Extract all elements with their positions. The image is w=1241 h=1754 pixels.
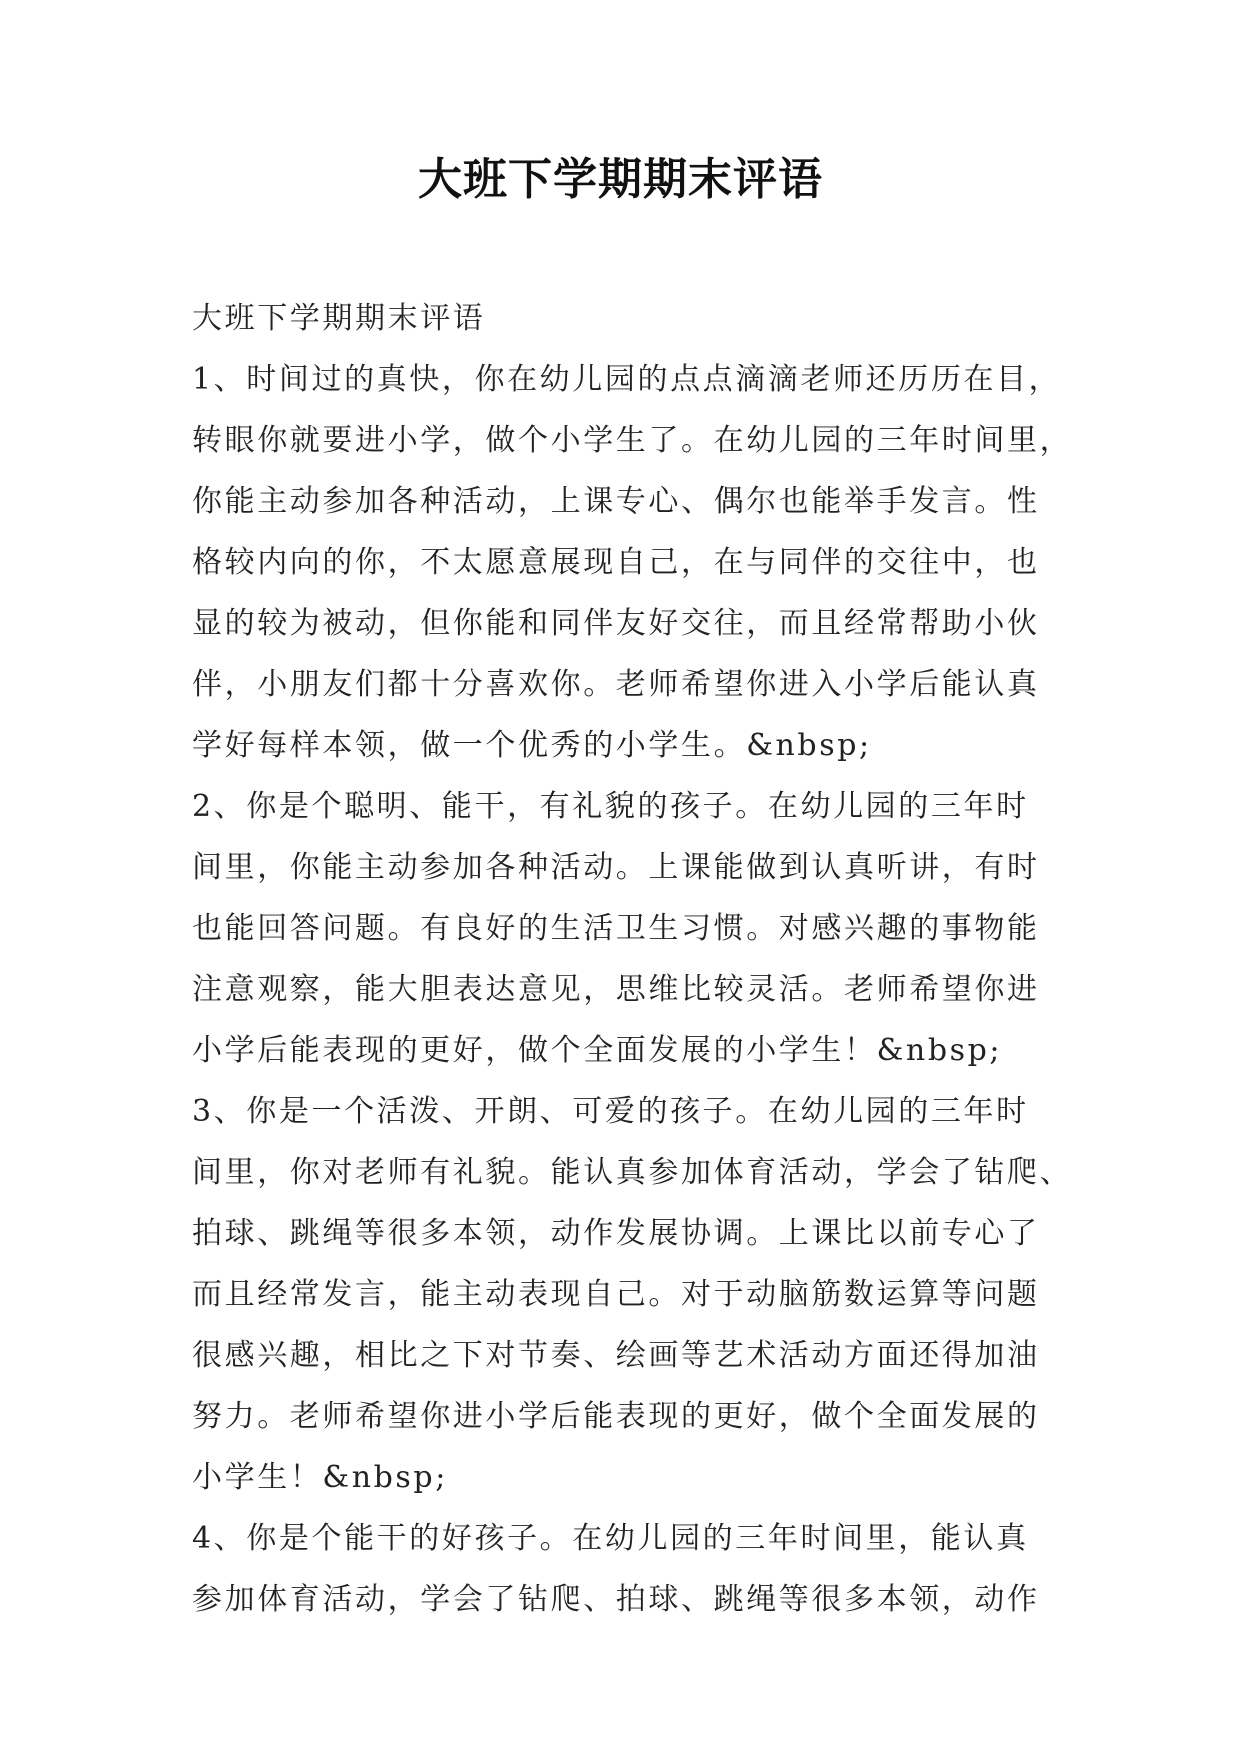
text-line: 参加体育活动，学会了钻爬、拍球、跳绳等很多本领，动作 [192, 1582, 1040, 1617]
text-line: 也能回答问题。有良好的生活卫生习惯。对感兴趣的事物能 [192, 911, 1040, 946]
text-line: 努力。老师希望你进小学后能表现的更好，做个全面发展的 [192, 1399, 1040, 1434]
text-line: 很感兴趣，相比之下对节奏、绘画等艺术活动方面还得加油 [192, 1338, 1040, 1373]
text-line: 间里，你能主动参加各种活动。上课能做到认真听讲，有时 [192, 850, 1040, 885]
text-line: 大班下学期期末评语 [192, 301, 486, 336]
text-line: 而且经常发言，能主动表现自己。对于动脑筋数运算等问题 [192, 1277, 1040, 1312]
text-line: 转眼你就要进小学，做个小学生了。在幼儿园的三年时间里， [192, 423, 1073, 458]
text-line: 拍球、跳绳等很多本领，动作发展协调。上课比以前专心了 [192, 1216, 1040, 1251]
text-line: 小学生！&nbsp; [192, 1460, 448, 1495]
text-line: 2、你是个聪明、能干，有礼貌的孩子。在幼儿园的三年时 [192, 789, 1029, 824]
text-line: 3、你是一个活泼、开朗、可爱的孩子。在幼儿园的三年时 [192, 1094, 1029, 1129]
text-line: 注意观察，能大胆表达意见，思维比较灵活。老师希望你进 [192, 972, 1040, 1007]
document-body [192, 288, 1073, 1630]
text-line: 1、时间过的真快，你在幼儿园的点点滴滴老师还历历在目， [192, 362, 1062, 397]
text-line: 4、你是个能干的好孩子。在幼儿园的三年时间里，能认真 [192, 1521, 1029, 1556]
text-line: 学好每样本领，做一个优秀的小学生。&nbsp; [192, 728, 872, 763]
text-line: 显的较为被动，但你能和同伴友好交往，而且经常帮助小伙 [192, 606, 1040, 641]
text-line: 间里，你对老师有礼貌。能认真参加体育活动，学会了钻爬、 [192, 1155, 1073, 1190]
text-line: 你能主动参加各种活动，上课专心、偶尔也能举手发言。性 [192, 484, 1040, 519]
document-title: 大班下学期期末评语 [418, 154, 823, 205]
text-line: 格较内向的你，不太愿意展现自己，在与同伴的交往中，也 [192, 545, 1040, 580]
text-line: 小学后能表现的更好，做个全面发展的小学生！&nbsp; [192, 1033, 1003, 1068]
text-line: 伴，小朋友们都十分喜欢你。老师希望你进入小学后能认真 [192, 667, 1040, 702]
